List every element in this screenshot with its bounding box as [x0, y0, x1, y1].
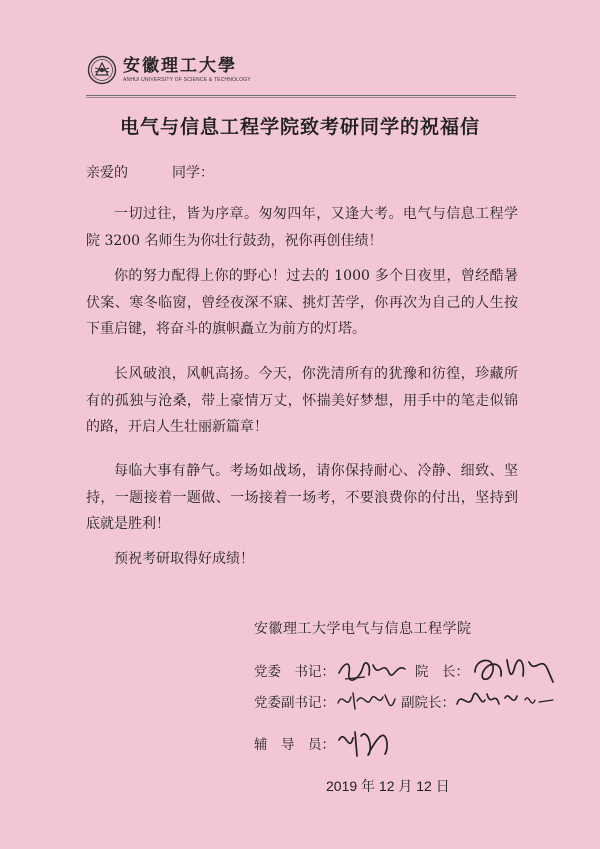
signature-row-3 — [254, 726, 393, 760]
deputy-secretary-signature — [335, 687, 397, 715]
deputy-secretary-label: 党委副书记： — [254, 695, 335, 711]
university-english-name: ANHUI UNIVERSITY OF SCIENCE & TECHNOLOGY — [123, 77, 251, 83]
counselor-label: 辅 导 员： — [254, 737, 335, 753]
paragraph-5: 预祝考研取得好成绩！ — [114, 551, 254, 567]
party-secretary-signature — [335, 655, 411, 685]
signature-row-2 — [254, 686, 555, 716]
salutation-suffix: 同学： — [172, 165, 214, 181]
salutation — [86, 162, 214, 182]
letter-date: 2019 年 12 月 12 日 — [326, 778, 450, 794]
paragraph-2: 你的努力配得上你的野心！过去的 1000 多个日夜里，曾经酷暑伏案、寒冬临窗，曾经夜深不寐、挑灯苦学，你再次为自己的人生按下重启键，将奋斗的旗帜矗立为前方的灯塔。 — [86, 268, 518, 337]
university-logo — [87, 55, 251, 85]
university-seal-icon — [87, 55, 117, 85]
vice-dean-label: 副院长： — [401, 695, 455, 711]
counselor-signature — [335, 726, 393, 760]
vice-dean-signature — [455, 686, 555, 716]
dean-label: 院 长： — [415, 664, 469, 680]
college-name: 安徽理工大学电气与信息工程学院 — [254, 621, 472, 637]
paragraph-3: 长风破浪，风帆高扬。今天，你洗清所有的犹豫和彷徨，珍藏所有的孤独与沧桑，带上豪情万丈，怀揣美好梦想，用手中的笔走似锦的路，开启人生壮丽新篇章！ — [86, 366, 518, 435]
paragraph-4: 每临大事有静气。考场如战场，请你保持耐心、冷静、细致、坚持，一题接着一题做、一场接着一场考，不要浪费你的付出，坚持到底就是胜利！ — [86, 463, 518, 532]
paragraph-1: 一切过往，皆为序章。匆匆四年，又逢大考。电气与信息工程学院 3200 名师生为你壮行鼓劲，祝你再创佳绩！ — [86, 206, 518, 249]
signature-row-1 — [254, 652, 559, 688]
header-divider-thin — [86, 97, 516, 98]
letter-title: 电气与信息工程学院致考研同学的祝福信 — [119, 116, 480, 138]
header-divider — [86, 95, 516, 96]
party-secretary-label: 党委 书记： — [254, 664, 335, 680]
university-name: 安徽理工大學 — [123, 56, 237, 76]
salutation-prefix: 亲爱的 — [86, 165, 128, 181]
dean-signature — [469, 652, 559, 688]
